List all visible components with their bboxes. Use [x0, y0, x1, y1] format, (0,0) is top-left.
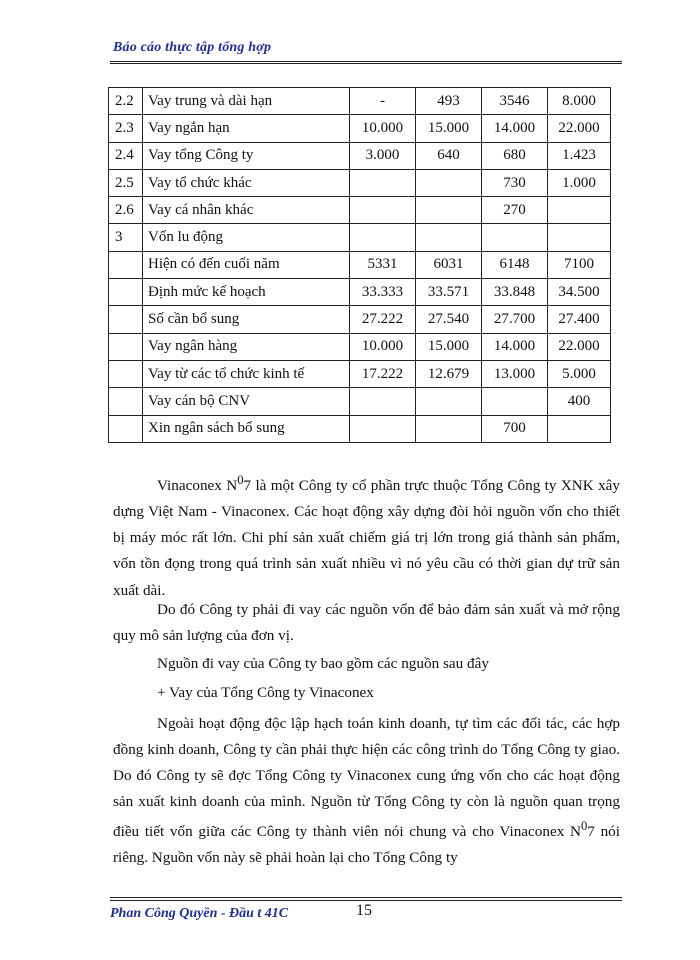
value-cell: 33.333: [350, 279, 416, 306]
row-label-cell: Vay cá nhân khác: [143, 197, 350, 224]
superscript: 0: [580, 818, 588, 833]
value-cell: 5331: [350, 251, 416, 278]
value-cell: 3.000: [350, 142, 416, 169]
value-cell: 6148: [482, 251, 548, 278]
value-cell: [548, 415, 611, 442]
row-number-cell: [109, 333, 143, 360]
value-cell: 27.540: [416, 306, 482, 333]
value-cell: 22.000: [548, 115, 611, 142]
header-divider-secondary: [110, 63, 622, 64]
table-row: [109, 251, 611, 278]
value-cell: [416, 415, 482, 442]
header-divider: [110, 61, 622, 62]
value-cell: [350, 415, 416, 442]
row-number-cell: [109, 279, 143, 306]
value-cell: [548, 197, 611, 224]
value-cell: 14.000: [482, 333, 548, 360]
table-row: [109, 388, 611, 415]
report-header-title: Báo cáo thực tập tổng hợp: [113, 40, 272, 55]
row-number-cell: 3: [109, 224, 143, 251]
row-label-cell: Hiện có đến cuối năm: [143, 251, 350, 278]
value-cell: [350, 388, 416, 415]
row-number-cell: 2.2: [109, 88, 143, 115]
row-label-cell: Vay tổ chức khác: [143, 169, 350, 196]
paragraph-parent-funding: [113, 711, 620, 871]
table-row: [109, 279, 611, 306]
row-number-cell: 2.3: [109, 115, 143, 142]
value-cell: 730: [482, 169, 548, 196]
footer-divider-secondary: [110, 900, 622, 901]
row-number-cell: [109, 306, 143, 333]
row-label-cell: Vay từ các tổ chức kinh tế: [143, 360, 350, 387]
row-number-cell: 2.6: [109, 197, 143, 224]
row-number-cell: [109, 251, 143, 278]
paragraph-text: Ngoài hoạt động độc lập hạch toán kinh doanh, tự tìm các đối tác, các hợp đồng kinh doanh, Công ty cần phải thực hiện các công trình do Tổng Công ty giao. Do đó Công ty sẽ đợc Tổng Công ty Vinaconex cung ứng vốn cho các hoạt động sản xuất kinh doanh của mình. Nguồn từ Tổng Công ty còn là nguồn quan trọng điều tiết vốn giữa các Công ty thành viên nói chung và cho Vinaconex N: [113, 715, 620, 840]
row-number-cell: [109, 415, 143, 442]
value-cell: 27.700: [482, 306, 548, 333]
table-row: [109, 415, 611, 442]
value-cell: 270: [482, 197, 548, 224]
row-label-cell: Vay ngân hàng: [143, 333, 350, 360]
row-number-cell: 2.4: [109, 142, 143, 169]
table-row: [109, 306, 611, 333]
table-row: [109, 197, 611, 224]
paragraph-company-intro: [113, 470, 620, 604]
paragraph-text: Nguồn đi vay của Công ty bao gồm các nguồn sau đây: [157, 655, 489, 672]
row-label-cell: Số cần bổ sung: [143, 306, 350, 333]
value-cell: [548, 224, 611, 251]
value-cell: [350, 224, 416, 251]
value-cell: 3546: [482, 88, 548, 115]
row-label-cell: Vay trung và dài hạn: [143, 88, 350, 115]
table-row: [109, 88, 611, 115]
table-row: [109, 333, 611, 360]
value-cell: 22.000: [548, 333, 611, 360]
table-row: [109, 360, 611, 387]
value-cell: 1.000: [548, 169, 611, 196]
value-cell: 5.000: [548, 360, 611, 387]
value-cell: 10.000: [350, 115, 416, 142]
table-row: [109, 115, 611, 142]
row-label-cell: Định mức kế hoạch: [143, 279, 350, 306]
row-label-cell: Vay tổng Công ty: [143, 142, 350, 169]
value-cell: 6031: [416, 251, 482, 278]
row-label-cell: Vay ngắn hạn: [143, 115, 350, 142]
value-cell: [416, 169, 482, 196]
footer-author: Phan Công Quyền - Đầu t 41C: [110, 906, 289, 921]
value-cell: 7100: [548, 251, 611, 278]
paragraph-sources: [157, 651, 627, 677]
capital-table-body: [109, 88, 611, 443]
value-cell: 15.000: [416, 115, 482, 142]
value-cell: 27.222: [350, 306, 416, 333]
value-cell: [482, 224, 548, 251]
value-cell: 27.400: [548, 306, 611, 333]
row-number-cell: 2.5: [109, 169, 143, 196]
value-cell: 33.848: [482, 279, 548, 306]
capital-table: [108, 87, 611, 443]
value-cell: [416, 197, 482, 224]
value-cell: [482, 388, 548, 415]
footer-divider: [110, 897, 622, 898]
row-label-cell: Vay cán bộ CNV: [143, 388, 350, 415]
value-cell: 12.679: [416, 360, 482, 387]
value-cell: 10.000: [350, 333, 416, 360]
table-row: [109, 142, 611, 169]
superscript: 0: [237, 473, 244, 487]
value-cell: [416, 388, 482, 415]
value-cell: 33.571: [416, 279, 482, 306]
value-cell: [350, 169, 416, 196]
value-cell: 34.500: [548, 279, 611, 306]
value-cell: 8.000: [548, 88, 611, 115]
value-cell: 700: [482, 415, 548, 442]
table-row: [109, 224, 611, 251]
value-cell: 640: [416, 142, 482, 169]
value-cell: 14.000: [482, 115, 548, 142]
value-cell: 15.000: [416, 333, 482, 360]
paragraph-text: + Vay của Tổng Công ty Vinaconex: [157, 684, 374, 701]
value-cell: 400: [548, 388, 611, 415]
table-row: [109, 169, 611, 196]
paragraph-list-item: [157, 680, 627, 706]
value-cell: [350, 197, 416, 224]
row-number-cell: [109, 360, 143, 387]
paragraph-text: Vinaconex N: [157, 477, 238, 495]
paragraph-borrowing: [113, 597, 620, 649]
paragraph-text: 7 nói riêng. Nguồn vốn này sẽ phải hoàn lại cho Tổng Công ty: [113, 822, 620, 866]
row-label-cell: Vốn lu động: [143, 224, 350, 251]
value-cell: [416, 224, 482, 251]
paragraph-text: Do đó Công ty phải đi vay các nguồn vốn để bảo đảm sản xuất và mở rộng quy mô sản lượng của đơn vị.: [113, 601, 620, 645]
page-number: 15: [356, 902, 372, 919]
row-number-cell: [109, 388, 143, 415]
value-cell: 13.000: [482, 360, 548, 387]
paragraph-text: 7 là một Công ty cổ phần trực thuộc Tổng Công ty XNK xây dựng Việt Nam - Vinaconex. Các hoạt động xây dựng đòi hỏi nguồn vốn cho thiết bị máy móc rất lớn. Chi phí sản xuất chiếm giá trị lớn trong giá thành sản phẩm, vốn tồn đọng trong quá trình sản xuất nhiều vì nó yêu cầu có thời gian dự trữ sản xuất dài.: [113, 477, 620, 599]
value-cell: 680: [482, 142, 548, 169]
value-cell: -: [350, 88, 416, 115]
value-cell: 493: [416, 88, 482, 115]
value-cell: 1.423: [548, 142, 611, 169]
value-cell: 17.222: [350, 360, 416, 387]
row-label-cell: Xin ngân sách bổ sung: [143, 415, 350, 442]
